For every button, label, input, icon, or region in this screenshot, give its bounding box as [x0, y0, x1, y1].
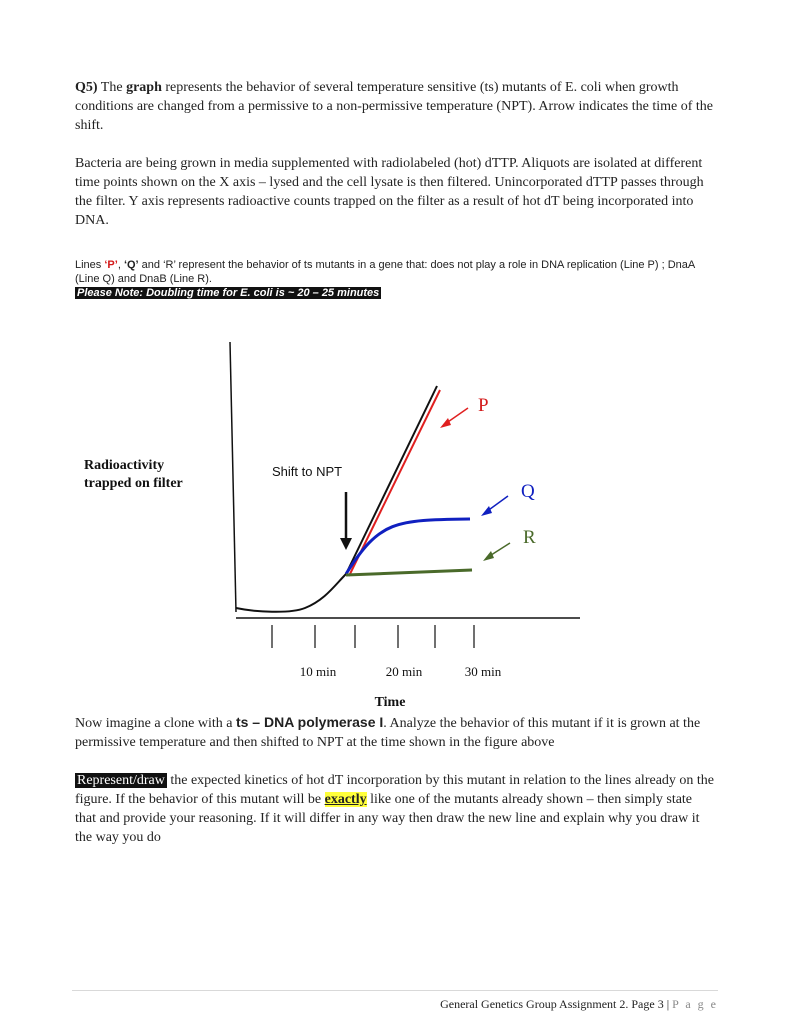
q5-text: represents the behavior of several temperature sensitive (ts) mutants of E. coli when growth conditions are changed from a permissive to a non-permissive temperature (NPT). Arrow indicates the time of the shift.	[75, 80, 713, 133]
polymerase-post: . Analyze the behavior of this mutant if it is grown at the permissive temperature and then shifted to NPT at the time shown in the figure above	[75, 716, 701, 750]
graph-word: graph	[126, 80, 162, 95]
shift-label: Shift to NPT	[272, 464, 343, 479]
kinetics-chart	[0, 330, 791, 710]
label-p-arrow	[440, 408, 468, 428]
polymerase-paragraph	[75, 713, 715, 752]
y-axis-label-line1: Radioactivity	[84, 458, 165, 473]
polymerase-pre: Now imagine a clone with a	[75, 716, 236, 731]
page-footer	[72, 990, 718, 1012]
draw-post: like one of the mutants already shown – then simply state that and provide your reasoning. If it will differ in any way then draw the new line and explain why you draw it the way you do	[75, 792, 700, 845]
exactly-highlight: exactly	[324, 792, 367, 807]
footer-text: General Genetics Group Assignment 2. Page 3 |	[440, 997, 673, 1011]
y-axis-label-line2: trapped on filter	[84, 476, 183, 491]
label-r-arrow	[483, 543, 510, 561]
footer-page-word: P a g e	[672, 997, 718, 1011]
line-q-label: ‘Q’	[123, 259, 139, 271]
y-axis-label	[84, 458, 183, 491]
line-q	[346, 519, 470, 574]
y-axis	[230, 342, 236, 612]
series-label-p: P	[478, 395, 489, 416]
draw-paragraph	[75, 771, 715, 847]
doubling-time-note: Please Note: Doubling time for E. coli is ~ 20 – 25 minutes	[77, 287, 380, 299]
bacteria-paragraph: Bacteria are being grown in media supplemented with radiolabeled (hot) dTTP. Aliquots are isolated at different time points shown on the X axis – lysed and the cell lysate is then filtered. Unincorporated dTTP passes through the filter. Y axis represents radioactive counts trapped on the filter as a result of hot dT being incorporated into DNA.	[75, 156, 704, 228]
line-r	[346, 570, 472, 575]
lines-paragraph	[75, 258, 715, 300]
x-tick-label-20: 20 min	[385, 664, 423, 679]
question-number: Q5)	[75, 80, 98, 95]
x-tick-label-10: 10 min	[299, 664, 337, 679]
label-q-arrow	[481, 496, 508, 516]
line-p-shadow	[346, 386, 437, 574]
lines-mid: and ‘R’ represent the behavior of ts mutants in a gene that: does not play a role in DNA replication (Line P) ; DnaA (Line Q) and DnaB (Line R).	[75, 259, 695, 285]
baseline-growth-curve	[236, 574, 346, 612]
line-p-label: ‘P’	[104, 259, 118, 271]
series-label-r: R	[523, 527, 536, 548]
lines-pre: Lines	[75, 259, 105, 271]
represent-draw-highlight: Represent/draw	[77, 773, 165, 788]
x-ticks	[272, 625, 474, 648]
x-tick-label-30: 30 min	[464, 664, 502, 679]
shift-arrow-head	[340, 538, 352, 550]
x-axis-label: Time	[374, 695, 406, 710]
draw-pre: the expected kinetics of hot dT incorporation by this mutant in relation to the lines already on the figure. If the behavior of this mutant will be	[75, 773, 715, 807]
lines-sep: ,	[117, 259, 124, 271]
series-label-q: Q	[521, 481, 535, 502]
ts-dna-polymerase-term: ts – DNA polymerase I	[235, 714, 384, 730]
q5-text-pre: The	[97, 80, 127, 95]
q5-paragraph	[75, 78, 715, 135]
